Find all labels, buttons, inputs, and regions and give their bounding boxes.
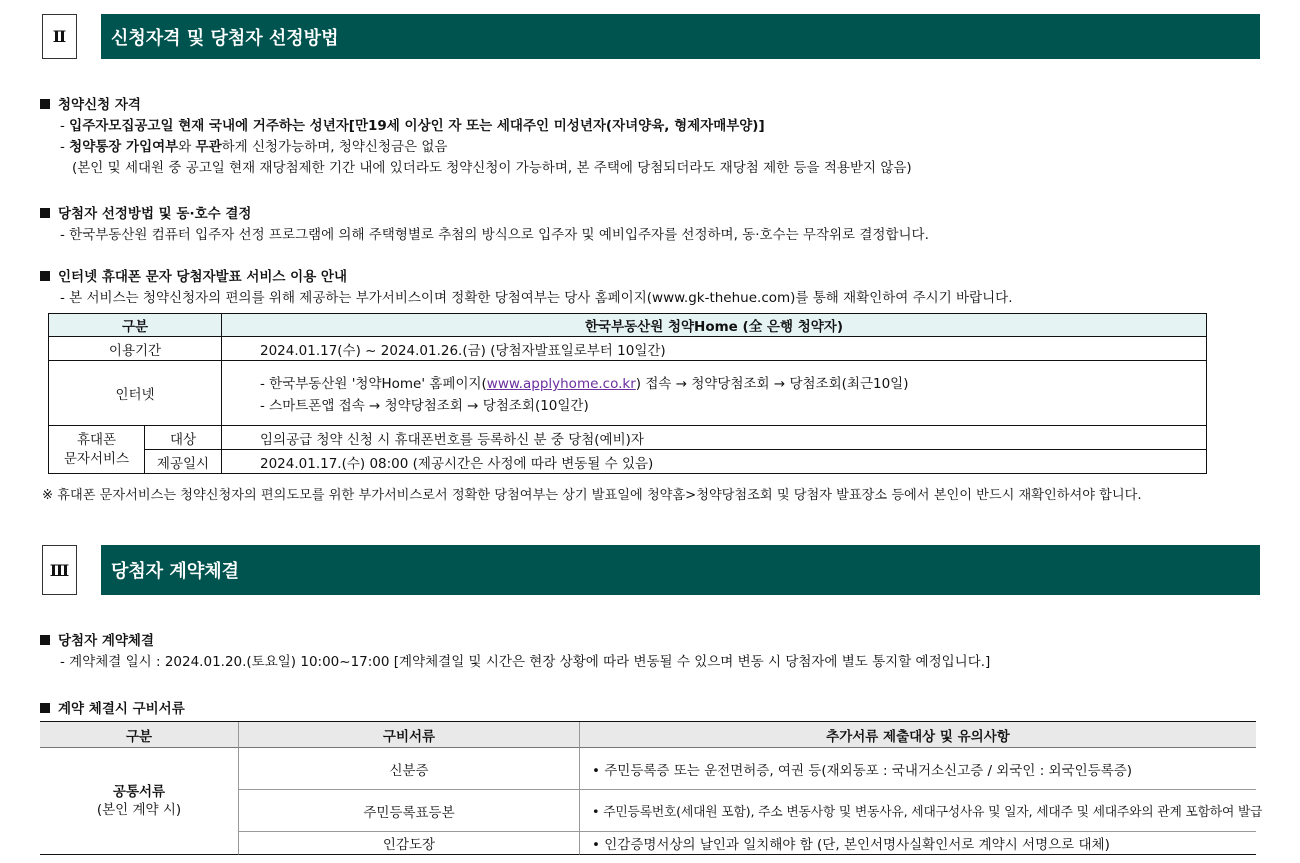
- square-bullet-icon: [40, 271, 50, 281]
- square-bullet-icon: [40, 635, 50, 645]
- square-bullet-icon: [40, 703, 50, 713]
- doc-id-card-note: • 주민등록증 또는 운전면허증, 여권 등(재외동포 : 국내거소신고증 / 외국인 : 외국인등록증): [580, 748, 1256, 790]
- sms-service-table: [48, 313, 1207, 474]
- period-value: 2024.01.17(수) ~ 2024.01.26.(금) (당첨자발표일로부터 10일간): [222, 337, 1206, 361]
- doc-seal-note: • 인감증명서상의 날인과 일치해야 함 (단, 본인서명사실확인서로 계약시 서명으로 대체): [580, 832, 1256, 855]
- table-header-category: 구분: [49, 314, 222, 337]
- selection-line-1: - 한국부동산원 컴퓨터 입주자 선정 프로그램에 의해 주택형별로 추첨의 방식으로 입주자 및 예비입주자를 선정하며, 동·호수는 무작위로 결정합니다.: [60, 227, 929, 243]
- internet-line-2: - 스마트폰앱 접속 → 청약당첨조회 → 당첨조회(10일간): [260, 398, 589, 414]
- table-header-applyhome: 한국부동산원 청약Home (全 은행 청약자): [222, 314, 1206, 337]
- internet-value: [222, 361, 1206, 426]
- selection-heading: 당첨자 선정방법 및 동·호수 결정: [40, 202, 251, 222]
- section-2-header: [42, 14, 1260, 59]
- documents-table: [40, 721, 1263, 855]
- doc-seal: 인감도장: [239, 832, 580, 855]
- contract-line-1: - 계약체결 일시 : 2024.01.20.(토요일) 10:00~17:00 [계약체결일 및 시간은 현장 상황에 따라 변동될 수 있으며 변동 시 당첨자에 별도 통지할 예정입니다.]: [60, 654, 991, 670]
- doc-resident-register-note: • 주민등록번호(세대원 포함), 주소 변동사항 및 변동사유, 세대구성사유 및 일자, 세대주 및 세대주와의 관계 포함하여 발급: [580, 790, 1256, 832]
- section-3-numeral: Ⅲ: [42, 545, 77, 595]
- provide-value: 2024.01.17.(수) 08:00 (제공시간은 사정에 따라 변동될 수 있음): [260, 455, 654, 472]
- internet-label: 인터넷: [49, 361, 222, 426]
- eligibility-heading: 청약신청 자격: [40, 93, 141, 113]
- square-bullet-icon: [40, 208, 50, 218]
- sms-service-line-1: - 본 서비스는 청약신청자의 편의를 위해 제공하는 부가서비스이며 정확한 당첨여부는 당사 홈페이지(www.gk-thehue.com)를 통해 재확인하여 주시기 바랍니다.: [60, 290, 1013, 306]
- sms-service-heading: 인터넷 휴대폰 문자 당첨자발표 서비스 이용 안내: [40, 265, 347, 285]
- target-label: 대상: [145, 426, 222, 450]
- period-label: 이용기간: [49, 337, 222, 361]
- eligibility-line-3: (본인 및 세대원 중 공고일 현재 재당첨제한 기간 내에 있더라도 청약신청이 가능하며, 본 주택에 당첨되더라도 재당첨 제한 등을 적용받지 않음): [72, 160, 912, 176]
- doc-resident-register: 주민등록표등본: [239, 790, 580, 832]
- section-3-header: [42, 545, 1260, 595]
- sms-label: 휴대폰 문자서비스: [49, 426, 145, 473]
- section-2-title: 신청자격 및 당첨자 선정방법: [101, 14, 1260, 59]
- eligibility-line-2: - 청약통장 가입여부와 무관하게 신청가능하며, 청약신청금은 없음: [60, 139, 448, 155]
- docs-header-documents: 구비서류: [239, 722, 580, 748]
- provide-label: 제공일시: [145, 450, 222, 473]
- documents-heading: 계약 체결시 구비서류: [40, 697, 185, 717]
- docs-header-category: 구분: [40, 722, 239, 748]
- eligibility-line-1: - 입주자모집공고일 현재 국내에 거주하는 성년자[만19세 이상인 자 또는 세대주인 미성년자(자녀양육, 형제자매부양)]: [60, 118, 765, 134]
- common-docs-label: 공통서류 (본인 계약 시): [40, 748, 239, 855]
- sms-note: ※ 휴대폰 문자서비스는 청약신청자의 편의도모를 위한 부가서비스로서 정확한 당첨여부는 상기 발표일에 청약홈>청약당첨조회 및 당첨자 발표장소 등에서 본인이 반드시 재확인하셔야 합니다.: [42, 488, 1142, 503]
- square-bullet-icon: [40, 99, 50, 109]
- docs-header-notes: 추가서류 제출대상 및 유의사항: [580, 722, 1256, 748]
- contract-heading: 당첨자 계약체결: [40, 629, 154, 649]
- section-2-numeral: Ⅱ: [42, 14, 77, 59]
- section-3-title: 당첨자 계약체결: [101, 545, 1260, 595]
- internet-line-1: - 한국부동산원 '청약Home' 홈페이지(www.applyhome.co.kr) 접속 → 청약당첨조회 → 당첨조회(최근10일): [260, 376, 909, 392]
- doc-id-card: 신분증: [239, 748, 580, 790]
- applyhome-link[interactable]: www.applyhome.co.kr: [486, 376, 636, 392]
- target-value: 임의공급 청약 신청 시 휴대폰번호를 등록하신 분 중 당첨(예비)자: [222, 426, 1206, 450]
